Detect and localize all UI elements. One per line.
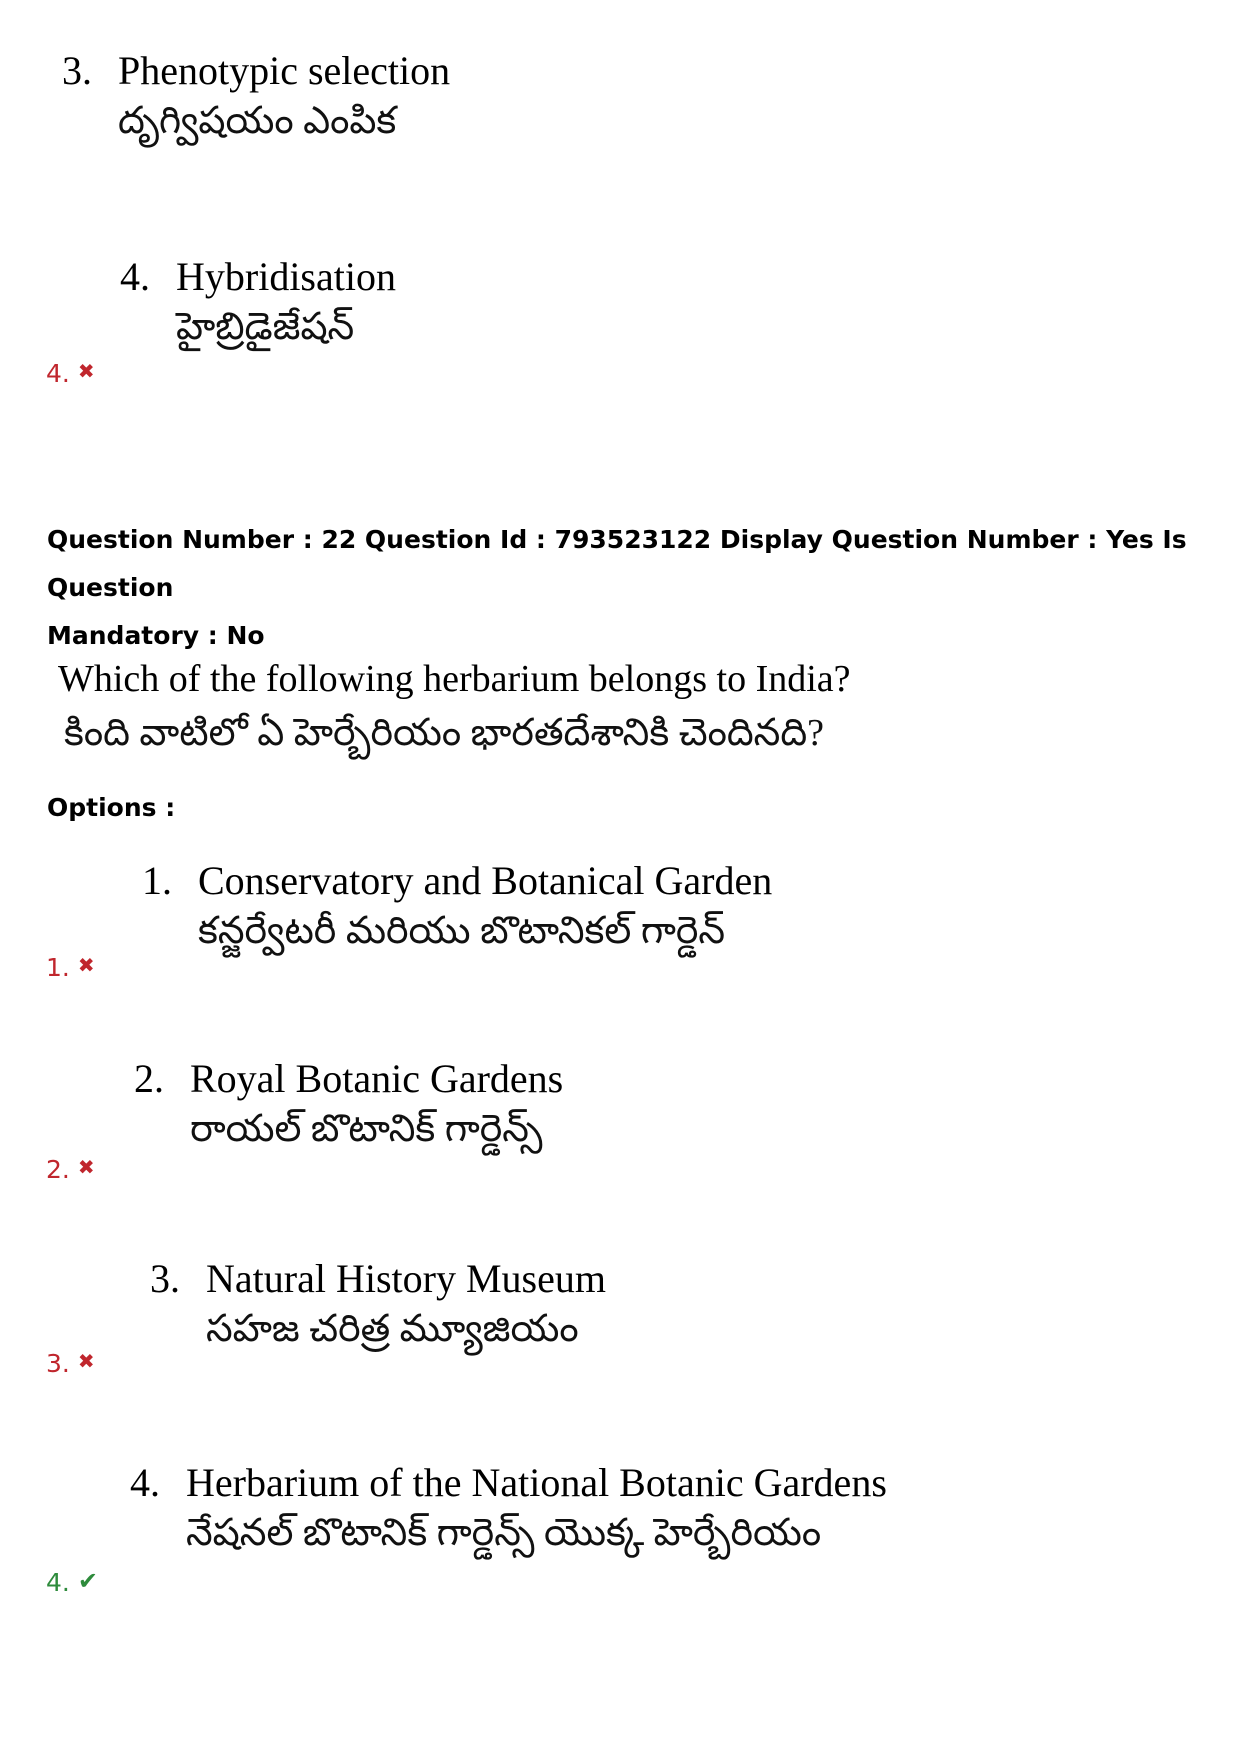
options-heading: Options : <box>47 793 176 822</box>
option-telugu-text: రాయల్ బొటానిక్ గార్డెన్స్ <box>190 1108 543 1150</box>
option-2 <box>134 1056 563 1152</box>
option-english-text <box>62 48 450 94</box>
option-english-text <box>142 858 772 904</box>
option-number: 3. <box>150 1256 180 1301</box>
question-meta-line-2: Mandatory : No <box>47 621 265 650</box>
cross-icon: ✖ <box>77 359 95 383</box>
question-text-english: Which of the following herbarium belongs to India? <box>58 658 851 700</box>
option-number: 4. <box>130 1460 160 1505</box>
option-number: 2. <box>134 1056 164 1101</box>
option-telugu-text: దృగ్విషయం ఎంపిక <box>118 100 397 142</box>
option-english-text <box>134 1056 563 1102</box>
option-english-text <box>120 254 396 300</box>
answer-mark-label: 2. <box>46 1155 70 1184</box>
option-telugu-text: కన్జర్వేటరీ మరియు బొటానికల్ గార్డెన్ <box>198 910 726 952</box>
answer-mark-wrong <box>46 1346 95 1379</box>
answer-mark-wrong <box>46 356 95 389</box>
option-label: Royal Botanic Gardens <box>190 1056 564 1101</box>
check-icon: ✔ <box>77 1567 98 1595</box>
option-english-text <box>150 1256 606 1302</box>
option-telugu-text: సహజ చరిత్ర మ్యూజియం <box>206 1308 579 1350</box>
option-3 <box>150 1256 606 1352</box>
prev-option-4 <box>120 254 396 350</box>
answer-mark-label: 4. <box>46 359 70 388</box>
option-label: Herbarium of the National Botanic Gardens <box>186 1460 887 1505</box>
option-label: Natural History Museum <box>206 1256 606 1301</box>
question-meta <box>47 516 1217 660</box>
option-number: 3. <box>62 48 92 93</box>
question-text-telugu: కింది వాటిలో ఏ హెర్బేరియం భారతదేశానికి చెందినది? <box>64 712 825 754</box>
question-meta-line-1: Question Number : 22 Question Id : 793523122 Display Question Number : Yes Is Question <box>47 525 1187 602</box>
answer-mark-label: 1. <box>46 953 70 982</box>
cross-icon: ✖ <box>77 953 95 977</box>
option-telugu-text: నేషనల్ బొటానిక్ గార్డెన్స్ యొక్క హెర్బేరియం <box>186 1512 822 1554</box>
option-number: 4. <box>120 254 150 299</box>
answer-mark-label: 3. <box>46 1349 70 1378</box>
option-label: Conservatory and Botanical Garden <box>198 858 773 903</box>
option-1 <box>142 858 772 954</box>
option-english-text <box>130 1460 887 1506</box>
option-label: Phenotypic selection <box>118 48 451 93</box>
option-4 <box>130 1460 887 1556</box>
answer-mark-correct <box>46 1566 98 1598</box>
prev-option-3 <box>62 48 450 144</box>
cross-icon: ✖ <box>77 1349 95 1373</box>
cross-icon: ✖ <box>77 1155 95 1179</box>
option-telugu-text: హైబ్రిడైజేషన్ <box>176 306 355 348</box>
option-number: 1. <box>142 858 172 903</box>
option-label: Hybridisation <box>176 254 396 299</box>
answer-mark-wrong <box>46 1152 95 1185</box>
answer-mark-wrong <box>46 950 95 983</box>
answer-mark-label: 4. <box>46 1568 70 1597</box>
